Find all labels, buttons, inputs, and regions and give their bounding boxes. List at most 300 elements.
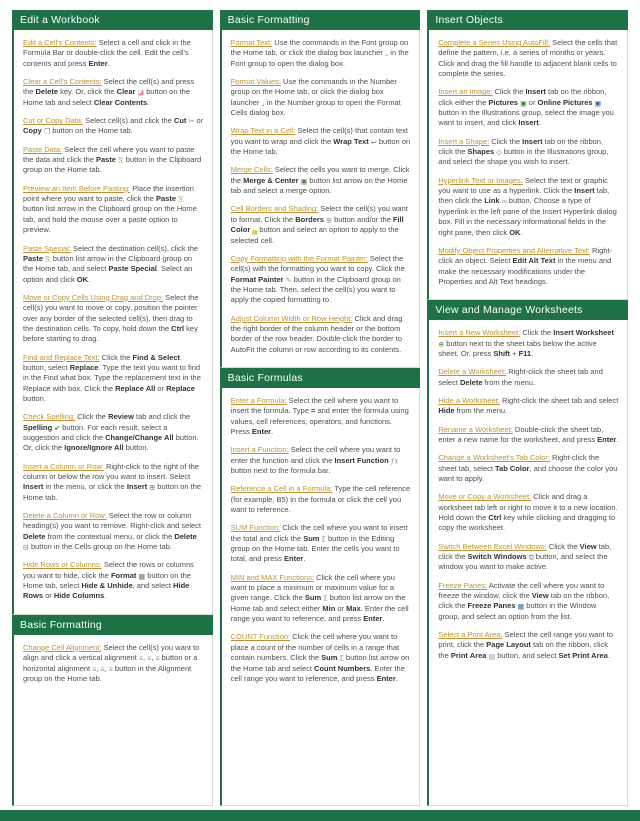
topic-link[interactable]: Insert a Function: xyxy=(230,445,289,455)
entry-text: or xyxy=(43,591,54,601)
align-bottom-icon: ≡ xyxy=(155,655,160,663)
scissors-icon: ✂ xyxy=(188,118,195,126)
entry-text: Type the cell reference (for example, B5) in the formula or click the cell you want to reference. xyxy=(230,484,411,515)
topic-link[interactable]: Insert a Column or Row: xyxy=(23,461,104,471)
section-header: Basic Formatting xyxy=(220,10,421,30)
entry-text: + xyxy=(510,348,519,358)
entry xyxy=(23,511,204,552)
topic-link[interactable]: MIN and MAX Functions: xyxy=(230,572,315,582)
topic-link[interactable]: Change Cell Alignment: xyxy=(23,642,102,652)
section-header: Insert Objects xyxy=(427,10,628,30)
entry xyxy=(23,412,204,453)
command-label: Freeze Panes xyxy=(467,601,516,611)
topic-link[interactable]: Format Values: xyxy=(230,77,281,87)
entry-text: in the menu, or click the xyxy=(43,482,127,492)
entry xyxy=(231,632,412,684)
section-header: Basic Formulas xyxy=(220,368,421,388)
shapes-icon: ◇ xyxy=(496,149,502,157)
entry-text: from the menu. xyxy=(454,406,508,416)
command-label: Online Pictures xyxy=(537,97,593,107)
entry-text: button or a horizontal alignment xyxy=(23,653,198,673)
entry-text: Click the xyxy=(492,87,526,97)
topic-link[interactable]: COUNT Function: xyxy=(230,632,291,642)
entry-text: Click the cell where you want to insert the total and click the xyxy=(230,523,408,543)
entry-text: button list arrow on the Home tab and select xyxy=(230,653,410,673)
command-label: Change/Change All xyxy=(105,433,174,442)
topic-link[interactable]: Merge Cells: xyxy=(230,165,273,175)
entry xyxy=(23,560,204,601)
entry xyxy=(438,453,619,484)
topic-link[interactable]: Edit a Cell's Contents: xyxy=(23,38,97,47)
command-label: Spelling xyxy=(23,422,53,432)
borders-icon: ⊞ xyxy=(326,217,332,225)
copy-icon: ❐ xyxy=(43,128,51,136)
entry xyxy=(231,165,412,196)
command-label: Min xyxy=(322,603,336,613)
section-header: View and Manage Worksheets xyxy=(427,300,628,320)
entry-text: Select the cell(s) that contain text you want to wrap and click the xyxy=(230,126,408,146)
entry-text: or xyxy=(335,603,347,613)
entry-text: Select the cell where you want to paste the data and click the xyxy=(23,144,195,165)
entry-text: or xyxy=(155,383,167,393)
entry-text: Click the cell where you want to place a minimum or maximum value for a given range. Click the xyxy=(230,572,395,603)
command-label: Fill Color xyxy=(230,214,404,235)
command-label: Set Print Area xyxy=(558,650,608,660)
dialog-launcher-icon: ⌟ xyxy=(261,100,265,108)
command-label: Wrap Text xyxy=(333,136,369,146)
entry-text: Select a cell and click in the Formula Bar or double-click the cell. Edit the cell's contents and press xyxy=(23,38,191,68)
entry xyxy=(23,353,204,405)
command-label: Enter xyxy=(363,614,383,624)
command-label: Clear Contents xyxy=(93,97,148,107)
command-label: Replace All xyxy=(115,383,156,393)
entry-text: button. Choose a type of hyperlink in the left pane of the Insert Hyperlink dialog box. Fill in the necessary informational fields in the right pane, then click xyxy=(438,196,617,237)
entry-text: in the menu and make the necessary modifications under the Properties and Alt Text headings. xyxy=(438,256,612,286)
entry-text: button list arrow in the Clipboard group on the Home tab, and hold the mouse over a paste option to preview. xyxy=(23,204,197,235)
entry-text: Select the text or graphic you want to use as a hyperlink. Click the xyxy=(438,175,608,196)
topic-link[interactable]: Check Spelling: xyxy=(23,412,76,422)
entry-text: button and/or the xyxy=(332,214,393,224)
entry-text: Click the xyxy=(520,328,554,338)
command-label: Enter xyxy=(88,58,108,68)
freeze-panes-icon: ▦ xyxy=(517,603,525,611)
section xyxy=(427,10,628,300)
topic-link[interactable]: Change a Worksheet's Tab Color: xyxy=(438,453,550,463)
topic-link[interactable]: Delete a Worksheet: xyxy=(438,367,507,377)
entry-text: in the Number group to open the Format Cells dialog box. xyxy=(230,97,401,118)
entry-text: . xyxy=(382,614,385,624)
link-icon: ∞ xyxy=(501,198,507,206)
command-label: Enter xyxy=(376,673,396,683)
entry-text: . xyxy=(616,434,619,444)
command-label: Insert xyxy=(522,136,543,146)
entry xyxy=(23,145,204,176)
entry xyxy=(23,462,204,503)
command-label: Copy xyxy=(23,126,42,136)
command-label: Pictures xyxy=(488,97,518,107)
entry-text: button. xyxy=(123,443,149,453)
entry xyxy=(23,244,204,285)
insert-cells-icon: ⊞ xyxy=(149,484,156,492)
entry-text: , xyxy=(143,653,148,663)
entry-text: Double-click the sheet tab, enter a new name for the worksheet, and press xyxy=(438,424,604,444)
entry-text: Click the xyxy=(75,412,109,422)
entry-text: Select the cell(s) you want to format. Click the xyxy=(230,204,408,224)
topic-link[interactable]: Move or Copy Cells Using Drag and Drop: xyxy=(23,292,164,302)
command-label: Merge & Center xyxy=(243,175,299,185)
entry-text: Select the destination cell(s), click the xyxy=(70,243,199,253)
topic-link[interactable]: Insert an Image: xyxy=(438,87,493,97)
entry-text: button in the Clipboard group on the Home tab. Then, select the cell(s) you want to apply the copied formatting to. xyxy=(230,274,401,305)
entry-text: . xyxy=(88,274,91,284)
online-pictures-icon: ▣ xyxy=(594,100,602,108)
entry-text: . xyxy=(531,348,534,358)
entry xyxy=(231,77,412,118)
command-label: Replace xyxy=(69,362,99,372)
command-label: Page Layout xyxy=(486,640,531,650)
entry-text: Select the row or column heading(s) you want to remove. Right-click and select xyxy=(23,511,202,531)
entry-text: tab on the ribbon, click either the xyxy=(438,87,607,107)
sum-icon: Σ xyxy=(339,655,344,663)
entry xyxy=(231,38,412,69)
command-label: Hide Columns xyxy=(53,591,105,601)
entry xyxy=(23,293,204,345)
paste-icon: ⎘ xyxy=(45,256,51,264)
entry xyxy=(23,643,204,684)
entry-text: tab on the ribbon, click the xyxy=(438,640,608,660)
command-label: View xyxy=(579,541,597,551)
entry xyxy=(231,126,412,157)
section-body xyxy=(220,30,421,368)
entry xyxy=(231,314,412,355)
column-3 xyxy=(427,10,628,806)
command-label: Hide xyxy=(438,406,455,416)
entry-text: . xyxy=(538,118,541,128)
entry-text: . Enter the cell range you want to reference, and press xyxy=(230,603,409,624)
entry-text: Select the cell range you want to print, click the xyxy=(438,630,614,650)
entry xyxy=(438,396,619,417)
command-label: Enter xyxy=(251,426,272,436)
entry xyxy=(438,38,619,79)
entry-text: , xyxy=(104,663,109,673)
command-label: Ctrl xyxy=(488,513,502,523)
entry-text: . xyxy=(607,650,610,660)
switch-windows-icon: ⧉ xyxy=(528,554,534,562)
entry-text: Select the cells that define the pattern, i.e. a series of months or years. Click and drag the fill handle to adjacent blank cells to complete the series. xyxy=(438,38,618,79)
command-label: Sum xyxy=(304,593,322,603)
entry xyxy=(438,425,619,446)
entry-text: Click and drag the right border of the column header or the bottom border of the row header. Double-click the border to AutoFit the column or row according to its contents. xyxy=(230,313,403,354)
entry xyxy=(438,328,619,359)
wrap-text-icon: ↩ xyxy=(370,139,377,147)
entry-text: key while clicking and dragging to copy the worksheet. xyxy=(438,513,616,533)
topic-link[interactable]: Hyperlink Text or Images: xyxy=(438,175,523,185)
entry xyxy=(23,184,204,236)
section-body xyxy=(427,320,628,806)
command-label: Ctrl xyxy=(171,323,185,333)
entry xyxy=(438,630,619,661)
entry-text: Select the cell(s) you want to align and click a vertical alignment xyxy=(23,642,200,663)
topic-link[interactable]: Find and Replace Text: xyxy=(23,352,100,362)
entry-text: button list arrow in the Clipboard group on the Home tab, and select xyxy=(23,253,193,274)
entry-text: . xyxy=(107,58,110,68)
topic-link[interactable]: Hide Rows or Columns: xyxy=(23,560,102,570)
entry-text: button on the Home tab, select xyxy=(23,570,191,591)
entry-text: , and choose the color you want to apply. xyxy=(438,463,618,483)
sum-icon: Σ xyxy=(323,595,328,603)
entry-text: . xyxy=(395,673,398,683)
entry-text: tab on the ribbon, click the xyxy=(438,136,604,157)
entry-text: in the Font group to open the dialog box. xyxy=(230,48,409,68)
entry-text: button in the Window group, and select an option from the list. xyxy=(438,601,597,621)
command-label: OK xyxy=(509,227,521,237)
entry-text: Right-click the sheet tab and select xyxy=(438,367,603,387)
command-label: Sum xyxy=(303,533,320,543)
entry-text: . xyxy=(104,591,107,601)
entry-text: from the menu. xyxy=(482,377,536,387)
entry-text: and enter the formula using values, cell references, operators, and functions. Press xyxy=(230,406,409,436)
section-body xyxy=(427,30,628,300)
topic-link[interactable]: Format Text: xyxy=(230,38,273,47)
entry-text: . xyxy=(520,227,523,237)
command-label: Edit Alt Text xyxy=(512,256,556,266)
command-label: Paste xyxy=(95,155,116,165)
fill-color-icon: ▄ xyxy=(252,227,258,235)
entry-text: Select the cell(s) you want to move or copy, position the pointer over any border of the selected cell(s), then drag to the destination cells. To copy, hold down the xyxy=(23,292,199,333)
topic-link[interactable]: Delete a Column or Row: xyxy=(23,511,107,521)
entry-text: . xyxy=(271,426,274,436)
entry-text: Click the xyxy=(99,352,133,362)
topic-link[interactable]: Hide a Worksheet: xyxy=(438,395,500,405)
command-label: F11 xyxy=(518,348,532,358)
topic-link[interactable]: Clear a Cell's Contents: xyxy=(23,77,102,87)
command-label: Insert xyxy=(518,118,539,128)
entry-text: Select cell(s) and click the xyxy=(83,116,174,126)
entry-text: Place the insertion point where you want to paste, click the xyxy=(23,183,194,204)
topic-link[interactable]: Copy Formatting with the Format Painter: xyxy=(230,253,368,263)
command-label: Enter xyxy=(597,434,617,444)
entry xyxy=(438,176,619,238)
entry-text: Select the cells you want to merge. Click the xyxy=(230,165,410,185)
align-right-icon: ≡ xyxy=(108,666,113,673)
entry xyxy=(231,254,412,306)
delete-cells-icon: ⊟ xyxy=(23,544,29,552)
entry-text: tab on the ribbon, click the xyxy=(438,591,610,611)
entry xyxy=(438,87,619,128)
entry xyxy=(231,573,412,625)
command-label: Link xyxy=(484,196,500,206)
command-label: OK xyxy=(76,274,89,284)
command-label: Insert Function xyxy=(334,455,389,465)
entry-text: button in the Clipboard group on the Home tab. xyxy=(23,155,202,175)
command-label: = xyxy=(310,406,316,416)
topic-link[interactable]: Preview an Item Before Pasting: xyxy=(23,183,131,193)
entry-text: button in the Illustrations group, and select the shape you wish to insert. xyxy=(438,147,609,167)
command-label: Switch Windows xyxy=(467,552,527,562)
entry-text: from the contextual menu, or click the xyxy=(45,531,175,541)
topic-link[interactable]: Select a Print Area: xyxy=(438,630,503,640)
entry-text: Use the commands in the Number group on the Home tab, or click the dialog box launcher xyxy=(230,77,397,107)
command-label: Cut xyxy=(173,116,187,126)
align-top-icon: ≡ xyxy=(138,655,143,663)
entry-text: Select the cell where you want to enter the function and click the xyxy=(230,445,401,465)
section xyxy=(220,368,421,806)
topic-link[interactable]: SUM Function: xyxy=(230,523,281,533)
entry-text: , xyxy=(96,663,101,673)
entry-text: or xyxy=(526,97,538,107)
entry-text: tab and click the xyxy=(133,412,191,422)
entry-text: Click the cell where you want to place a count of the number of cells in a range that contain numbers. Click the xyxy=(230,632,400,663)
section-header: Basic Formatting xyxy=(12,615,213,635)
entry-text: Click and drag a worksheet tab left or right to move it to a new location. Hold down the xyxy=(438,492,618,523)
section xyxy=(12,615,213,806)
merge-center-icon: ▣ xyxy=(300,178,308,186)
topic-link[interactable]: Cell Borders and Shading: xyxy=(230,204,319,214)
command-label: Insert xyxy=(525,87,546,97)
entry-text: Click the xyxy=(489,136,523,146)
command-label: Print Area xyxy=(450,650,487,660)
command-label: Count Numbers xyxy=(314,663,371,673)
entry-text: button on the Home tab. xyxy=(230,136,411,157)
sum-icon: Σ xyxy=(321,536,326,544)
entry-text: Activate the cell where you want to freeze the window, click the xyxy=(438,580,605,601)
topic-link[interactable]: Enter a Formula: xyxy=(230,395,287,405)
entry-text: . Select an option and click xyxy=(23,264,193,284)
insert-worksheet-icon: ⊕ xyxy=(438,341,445,349)
column-1 xyxy=(12,10,213,806)
entry-text: key. Or, click the xyxy=(58,87,117,97)
command-label: Replace xyxy=(166,383,195,393)
entry-text: . xyxy=(147,97,150,107)
topic-link[interactable]: Modify Object Properties and Alternative Text: xyxy=(438,245,590,255)
topic-link[interactable]: Insert a Shape: xyxy=(438,136,490,146)
entry xyxy=(231,396,412,437)
entry xyxy=(231,204,412,245)
entry-text: button on the Home tab. xyxy=(23,482,202,502)
column-2 xyxy=(220,10,421,806)
entry-text: button on the Home tab and select xyxy=(23,87,191,107)
topic-link[interactable]: Insert a New Worksheet: xyxy=(438,328,521,338)
entry-text: button in the Illustrations group, select the image you want to insert, and click xyxy=(438,108,614,128)
entry-text: tab, click the xyxy=(438,541,612,562)
entry-text: button next to the formula bar. xyxy=(230,466,331,475)
entry-text: button next to the sheet tabs below the active sheet. Or, press xyxy=(438,338,597,358)
entry xyxy=(231,523,412,564)
entry-text: button in the Alignment group on the Home tab. xyxy=(23,663,192,683)
command-label: Shapes xyxy=(467,147,495,157)
topic-link[interactable]: Rename a Worksheet: xyxy=(438,424,513,434)
topic-link[interactable]: Freeze Panes: xyxy=(438,580,488,590)
format-painter-icon: ✎ xyxy=(285,277,292,285)
align-middle-icon: ≡ xyxy=(147,655,152,663)
command-label: Insert xyxy=(126,482,148,492)
entry-text: button in the Cells group on the Home tab. xyxy=(28,542,172,552)
section xyxy=(220,10,421,368)
command-label: Tab Color xyxy=(495,463,530,473)
entry-text: Select the cell where you want to insert the formula. Type xyxy=(230,395,399,416)
command-label: Format Painter xyxy=(230,274,284,284)
entry-text: . xyxy=(303,554,306,564)
entry xyxy=(438,246,619,287)
entry-text: Use the commands in the Font group on the Home tab, or click the dialog box launcher xyxy=(230,38,409,58)
command-label: Delete xyxy=(23,531,46,541)
command-label: Shift xyxy=(493,348,511,358)
command-label: Paste xyxy=(156,194,177,204)
command-label: View xyxy=(531,591,549,601)
command-label: Paste xyxy=(23,253,44,263)
topic-link[interactable]: Wrap Text in a Cell: xyxy=(230,126,296,136)
eraser-icon: ◪ xyxy=(137,89,145,97)
section xyxy=(427,300,628,806)
paste-icon: ⎘ xyxy=(118,157,124,165)
dialog-launcher-icon: ⌟ xyxy=(384,50,389,58)
print-area-icon: ▤ xyxy=(488,653,496,661)
entry-text: or xyxy=(194,116,204,126)
entry xyxy=(438,137,619,168)
entry xyxy=(231,445,412,476)
entry-text: button list arrow on the Home tab and select either xyxy=(230,593,406,613)
topic-link[interactable]: Paste Special: xyxy=(23,243,71,253)
topic-link[interactable]: Switch Between Excel Windows: xyxy=(438,541,547,551)
entry-text: Select the rows or columns you want to hide, click the xyxy=(23,560,194,580)
entry-text: Right-click an object. Select xyxy=(438,245,613,266)
entry-text: , xyxy=(151,653,156,663)
topic-link[interactable]: Move or Copy a Worksheet: xyxy=(438,492,532,502)
entry-text: Right-click the sheet tab and select xyxy=(499,395,619,405)
topic-link[interactable]: Adjust Column Width or Row Height: xyxy=(230,313,353,323)
entry-text: , and select xyxy=(132,581,174,591)
entry xyxy=(23,116,204,137)
command-label: Find & Select xyxy=(132,352,181,362)
command-label: Ignore/Ignore All xyxy=(64,443,124,453)
entry xyxy=(231,484,412,515)
entry-text: button. xyxy=(23,393,46,403)
spelling-icon: ✔ xyxy=(54,425,61,433)
footer-bar xyxy=(0,810,640,821)
entry-text: . Type the text you want to find in the Find what box. Type the replacement text in the Replace with box. Click the xyxy=(23,362,201,393)
align-left-icon: ≡ xyxy=(92,666,97,673)
entry-text: button. For each result, select a suggestion and click the xyxy=(23,422,168,442)
command-label: Hide & Unhide xyxy=(81,581,133,591)
entry xyxy=(438,367,619,388)
entry-text: button, select xyxy=(23,362,70,372)
topic-link[interactable]: Reference a Cell in a Formula: xyxy=(230,484,333,494)
command-label: Insert Worksheet xyxy=(553,328,614,338)
paste-icon: ⎘ xyxy=(178,196,184,204)
entry xyxy=(438,542,619,573)
command-label: Max xyxy=(346,603,361,613)
entry-text: Right-click to the right of the column or below the row you want to insert. Select xyxy=(23,461,199,482)
entry-text: button, and select the window you want to make active. xyxy=(438,552,608,572)
entry-text: Click the xyxy=(546,541,580,551)
topic-link[interactable]: Cut or Copy Data: xyxy=(23,116,84,126)
align-center-icon: ≡ xyxy=(100,666,105,673)
command-label: Review xyxy=(108,412,134,422)
command-label: Insert xyxy=(23,482,44,492)
entry xyxy=(438,581,619,622)
topic-link[interactable]: Complete a Series Using AutoFill: xyxy=(438,38,551,47)
command-label: Delete xyxy=(35,87,59,97)
section xyxy=(12,10,213,615)
command-label: Paste Special xyxy=(108,264,157,274)
topic-link[interactable]: Paste Data: xyxy=(23,144,63,154)
command-label: Format xyxy=(110,570,137,580)
pictures-icon: ▣ xyxy=(520,100,527,108)
command-label: Enter xyxy=(284,554,304,564)
entry-text: Right-click the sheet tab, select xyxy=(438,453,600,473)
entry xyxy=(438,492,619,533)
command-label: Insert xyxy=(574,186,595,196)
